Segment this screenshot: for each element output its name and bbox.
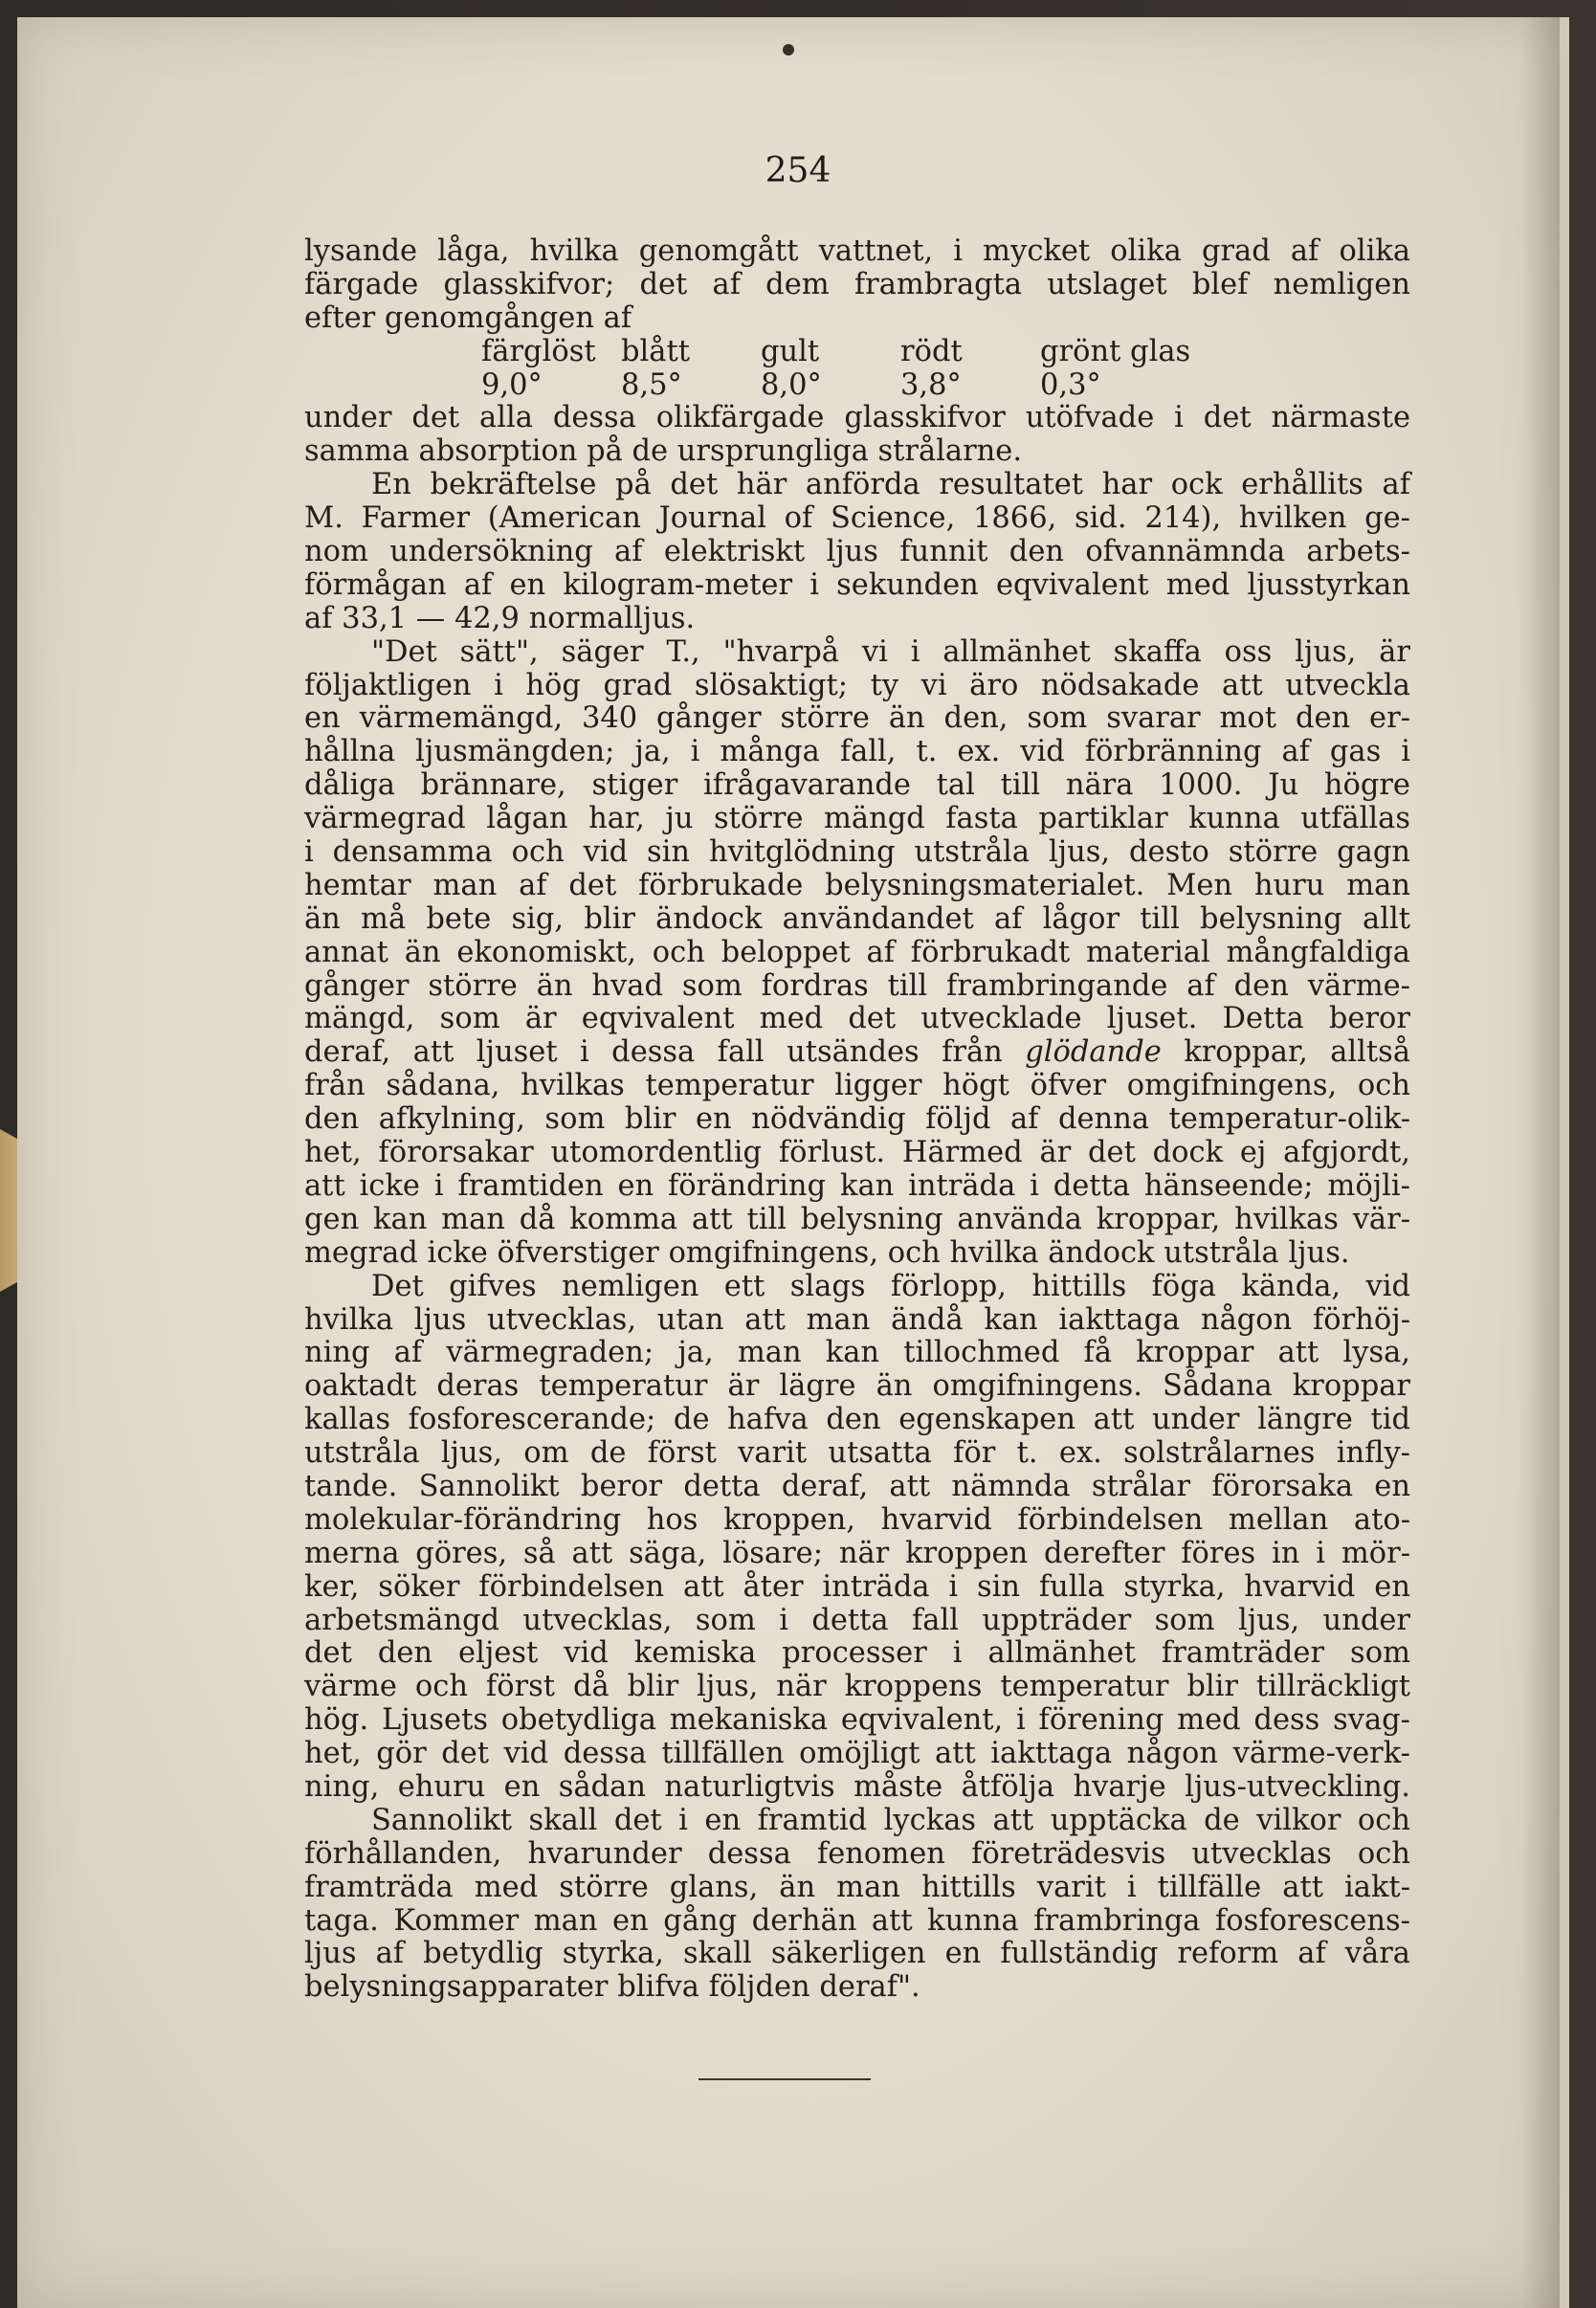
text-line: het, gör det vid dessa tillfällen omöjligt att iakttaga någon värme-verk-: [304, 1737, 1410, 1771]
table-value-cell: 9,0°: [481, 367, 543, 402]
text-line: värme och först då blir ljus, när kroppens temperatur blir tillräckligt: [304, 1670, 1410, 1704]
text-line: het, förorsakar utomordentlig förlust. Härmed är det dock ej afgjordt,: [304, 1136, 1410, 1170]
text-line: en värmemängd, 340 gånger större än den, som svarar mot den er-: [304, 701, 1410, 736]
text-line: Sannolikt skall det i en framtid lyckas att upptäcka de vilkor och: [371, 1803, 1410, 1837]
text-line: "Det sätt", säger T., "hvarpå vi i allmänhet skaffa oss ljus, är: [371, 634, 1410, 669]
text-line: samma absorption på de ursprungliga strålarne.: [304, 434, 1023, 469]
table-header-cell: grönt glas: [1040, 334, 1191, 368]
text-line: kallas fosforescerande; de hafva den egenskapen att under längre tid: [304, 1403, 1410, 1437]
text-line: färgade glasskifvor; det af dem frambragta utslaget blef nemligen: [304, 267, 1410, 301]
text-line: gen kan man då komma att till belysning använda kroppar, hvilkas vär-: [304, 1202, 1410, 1236]
paragraph-after-table: [304, 402, 1410, 2005]
table-value-cell: 8,0°: [761, 367, 822, 402]
text-line: lysande låga, hvilka genomgått vattnet, i mycket olika grad af olika: [304, 234, 1410, 268]
text-line: annat än ekonomiskt, och beloppet af förbrukadt material mångfaldiga: [304, 935, 1410, 969]
table-value-cell: 3,8°: [900, 367, 962, 402]
text-line: M. Farmer (American Journal of Science, 1866, sid. 214), hvilken ge-: [304, 501, 1410, 536]
paragraph-before-table: [304, 235, 1410, 336]
page-edge-shadow: [1521, 17, 1560, 2308]
text-line: än må bete sig, blir ändock användandet af lågor till belysning allt: [304, 901, 1410, 936]
table-header-cell: blått: [621, 334, 690, 368]
text-line: taga. Kommer man en gång derhän att kunna frambringa fosforescens-: [304, 1903, 1410, 1938]
text-line: En bekräftelse på det här anförda resultatet har ock erhållits af: [371, 468, 1410, 502]
text-line: deraf, att ljuset i dessa fall utsändes från glödande kroppar, alltså: [304, 1035, 1411, 1070]
text-line: ljus af betydlig styrka, skall säkerligen en fullständig reform af våra: [304, 1937, 1410, 1971]
table-header-cell: gult: [761, 334, 820, 368]
text-line: förhållanden, hvarunder dessa fenomen företrädesvis utvecklas och: [304, 1836, 1410, 1871]
text-line: ning af värmegraden; ja, man kan tillochmed få kroppar att lysa,: [304, 1336, 1410, 1370]
text-line: megrad icke öfverstiger omgifningens, och hvilka ändock utstråla ljus.: [304, 1235, 1350, 1270]
text-line: från sådana, hvilkas temperatur ligger högt öfver omgifningens, och: [304, 1069, 1410, 1103]
text-line: nom undersökning af elektriskt ljus funnit den ofvannämnda arbets-: [304, 535, 1410, 569]
text-line: belysningsapparater blifva följden deraf".: [304, 1970, 920, 2005]
text-line: tande. Sannolikt beror detta deraf, att nämnda strålar förorsaka en: [304, 1469, 1410, 1503]
text-line: ning, ehuru en sådan naturligtvis måste åtfölja hvarje ljus-utveckling.: [304, 1769, 1410, 1804]
text-line: förmågan af en kilogram-meter i sekunden eqvivalent med ljusstyrkan: [304, 567, 1410, 602]
text-line: framträda med större glans, än man hittills varit i tillfälle att iakt-: [304, 1870, 1410, 1904]
text-line: det den eljest vid kemiska processer i allmänhet framträder som: [304, 1636, 1410, 1671]
table-value-cell: 0,3°: [1040, 367, 1101, 402]
text-line: att icke i framtiden en förändring kan inträda i detta hänseende; möjli-: [304, 1168, 1410, 1203]
text-line: hög. Ljusets obetydliga mekaniska eqvivalent, i förening med dess svag-: [304, 1703, 1410, 1738]
text-line: hvilka ljus utvecklas, utan att man ändå kan iakttaga någon förhöj-: [304, 1302, 1410, 1337]
closing-rule: [698, 2078, 871, 2080]
text-line: den afkylning, som blir en nödvändig följd af denna temperatur-olik-: [304, 1102, 1410, 1137]
text-line: under det alla dessa olikfärgade glasskifvor utöfvade i det närmaste: [304, 401, 1410, 435]
text-line: oaktadt deras temperatur är lägre än omgifningens. Sådana kroppar: [304, 1369, 1410, 1404]
page-number: 254: [765, 151, 831, 190]
table-header-cell: rödt: [900, 334, 963, 368]
body-text: [304, 235, 1410, 2005]
text-line: hållna ljusmängden; ja, i många fall, t. ex. vid förbränning af gas i: [304, 735, 1410, 769]
text-line: följaktligen i hög grad slösaktigt; ty vi äro nödsakade att utveckla: [304, 668, 1410, 702]
text-line: merna göres, så att säga, lösare; när kroppen derefter föres in i mör-: [304, 1536, 1410, 1570]
text-line: värmegrad lågan har, ju större mängd fasta partiklar kunna utfällas: [304, 802, 1410, 836]
text-line: ker, söker förbindelsen att åter inträda i sin fulla styrka, hvarvid en: [304, 1569, 1410, 1604]
text-line: af 33,1 — 42,9 normalljus.: [304, 601, 696, 635]
text-line: mängd, som är eqvivalent med det utvecklade ljuset. Detta beror: [304, 1002, 1410, 1036]
text-line: utstråla ljus, om de först varit utsatta för t. ex. solstrålarnes infly-: [304, 1436, 1410, 1471]
ink-dot: [783, 44, 794, 55]
text-line: molekular-förändring hos kroppen, hvarvid förbindelsen mellan ato-: [304, 1502, 1410, 1537]
table-header-cell: färglöst: [481, 334, 596, 368]
text-line: hemtar man af det förbrukade belysningsmaterialet. Men huru man: [304, 868, 1410, 902]
text-line: Det gifves nemligen ett slags förlopp, hittills föga kända, vid: [371, 1269, 1410, 1303]
table-value-cell: 8,5°: [621, 367, 682, 402]
text-line: dåliga brännare, stiger ifrågavarande tal till nära 1000. Ju högre: [304, 768, 1410, 803]
text-line: arbetsmängd utvecklas, som i detta fall uppträder som ljus, under: [304, 1603, 1410, 1637]
text-line: gånger större än hvad som fordras till frambringande af den värme-: [304, 968, 1410, 1003]
text-line: i densamma och vid sin hvitglödning utstråla ljus, desto större gagn: [304, 835, 1410, 870]
table-header-row: [304, 336, 1410, 369]
text-line: efter genomgången af: [304, 300, 632, 335]
table-value-row: [304, 369, 1410, 403]
